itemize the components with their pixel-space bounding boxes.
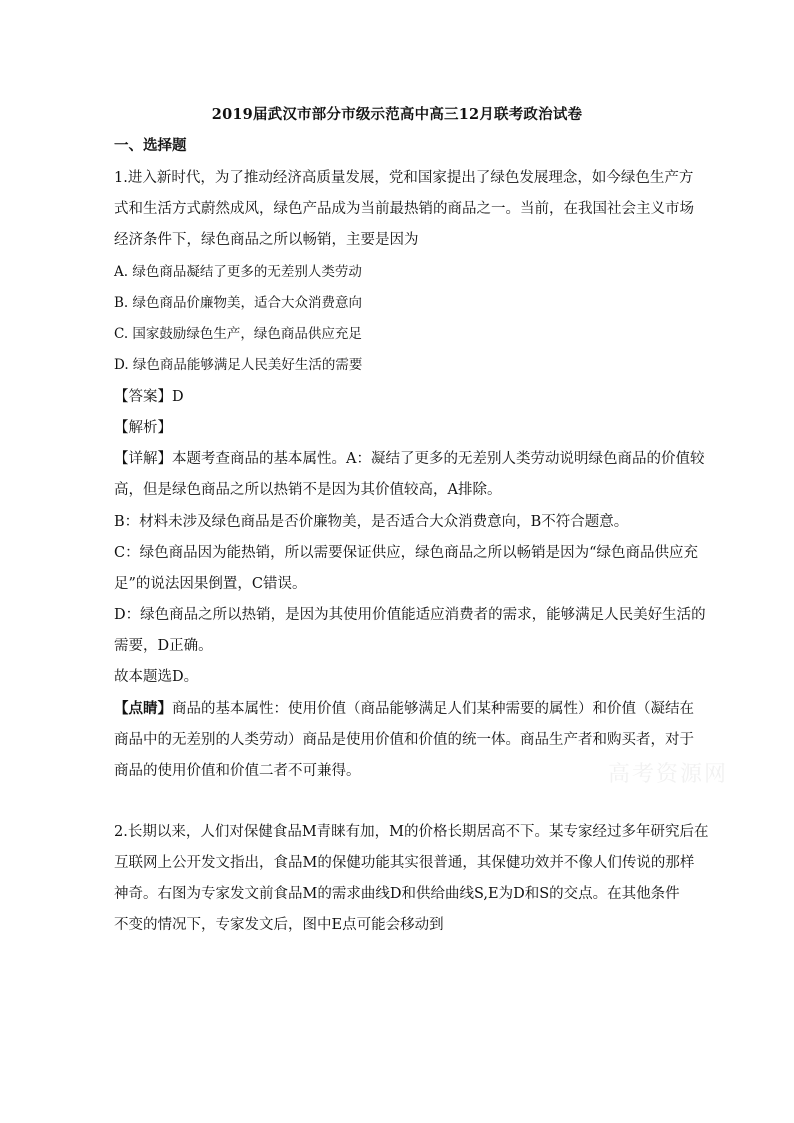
q1-conclusion: 故本题选D。 bbox=[114, 669, 199, 685]
q1-analysis-label: 【解析】 bbox=[114, 420, 172, 436]
q1-option-c: C. 国家鼓励绿色生产，绿色商品供应充足 bbox=[114, 326, 362, 342]
section-heading: 一、选择题 bbox=[114, 137, 187, 154]
q1-stem-line-2: 式和生活方式蔚然成风，绿色产品成为当前最热销的商品之一。当前，在我国社会主义市场 bbox=[114, 201, 694, 217]
q1-option-a: A. 绿色商品凝结了更多的无差别人类劳动 bbox=[114, 264, 362, 280]
q1-analysis-c-line-2: 足”的说法因果倒置，C错误。 bbox=[114, 576, 307, 592]
q1-detail-line-2: 高，但是绿色商品之所以热销不是因为其价值较高，A排除。 bbox=[114, 482, 502, 498]
q2-stem-line-1: 2.长期以来，人们对保健食品M青睐有加，M的价格长期居高不下。某专家经过多年研究后在 bbox=[114, 824, 709, 840]
q2-stem-line-3: 神奇。右图为专家发文前食品M的需求曲线D和供给曲线S,E为D和S的交点。在其他条件 bbox=[114, 886, 680, 902]
q1-answer bbox=[114, 385, 184, 406]
point-text-1: 商品的基本属性：使用价值（商品能够满足人们某种需要的属性）和价值（凝结在 bbox=[172, 701, 694, 717]
detail-text-1: 本题考查商品的基本属性。A：凝结了更多的无差别人类劳动说明绿色商品的价值较 bbox=[172, 451, 705, 467]
q1-stem-line-3: 经济条件下，绿色商品之所以畅销，主要是因为 bbox=[114, 232, 419, 248]
q2-stem-line-4: 不变的情况下，专家发文后，图中E点可能会移动到 bbox=[114, 917, 444, 933]
watermark-text: 高考资源网 bbox=[608, 762, 729, 787]
q2-stem-line-2: 互联网上公开发文指出，食品M的保健功能其实很普通，其保健功效并不像人们传说的那样 bbox=[114, 855, 695, 871]
q1-analysis-b: B：材料未涉及绿色商品是否价廉物美，是否适合大众消费意向，B不符合题意。 bbox=[114, 514, 629, 530]
q1-point-line-3: 商品的使用价值和价值二者不可兼得。 bbox=[114, 763, 361, 779]
page-title: 2019届武汉市部分市级示范高中高三12月联考政治试卷 bbox=[211, 106, 583, 123]
q1-analysis-d-line-2: 需要，D正确。 bbox=[114, 638, 213, 654]
answer-value: D bbox=[172, 389, 184, 405]
q1-analysis-d-line-1: D：绿色商品之所以热销，是因为其使用价值能适应消费者的需求，能够满足人民美好生活的 bbox=[114, 607, 706, 623]
point-label: 【点睛】 bbox=[114, 700, 172, 717]
q1-option-d: D. 绿色商品能够满足人民美好生活的需要 bbox=[114, 357, 363, 373]
q1-option-b: B. 绿色商品价廉物美，适合大众消费意向 bbox=[114, 295, 363, 311]
q1-point-line-1 bbox=[114, 697, 694, 718]
q1-point-line-2: 商品中的无差别的人类劳动）商品是使用价值和价值的统一体。商品生产者和购买者，对于 bbox=[114, 732, 694, 748]
q1-detail-line-1 bbox=[114, 447, 704, 468]
q1-analysis-c-line-1: C：绿色商品因为能热销，所以需要保证供应，绿色商品之所以畅销是因为“绿色商品供应充 bbox=[114, 545, 699, 561]
detail-label: 【详解】 bbox=[114, 451, 172, 467]
q1-stem-line-1: 1.进入新时代，为了推动经济高质量发展，党和国家提出了绿色发展理念，如今绿色生产方 bbox=[114, 170, 694, 186]
answer-label: 【答案】 bbox=[114, 389, 172, 405]
